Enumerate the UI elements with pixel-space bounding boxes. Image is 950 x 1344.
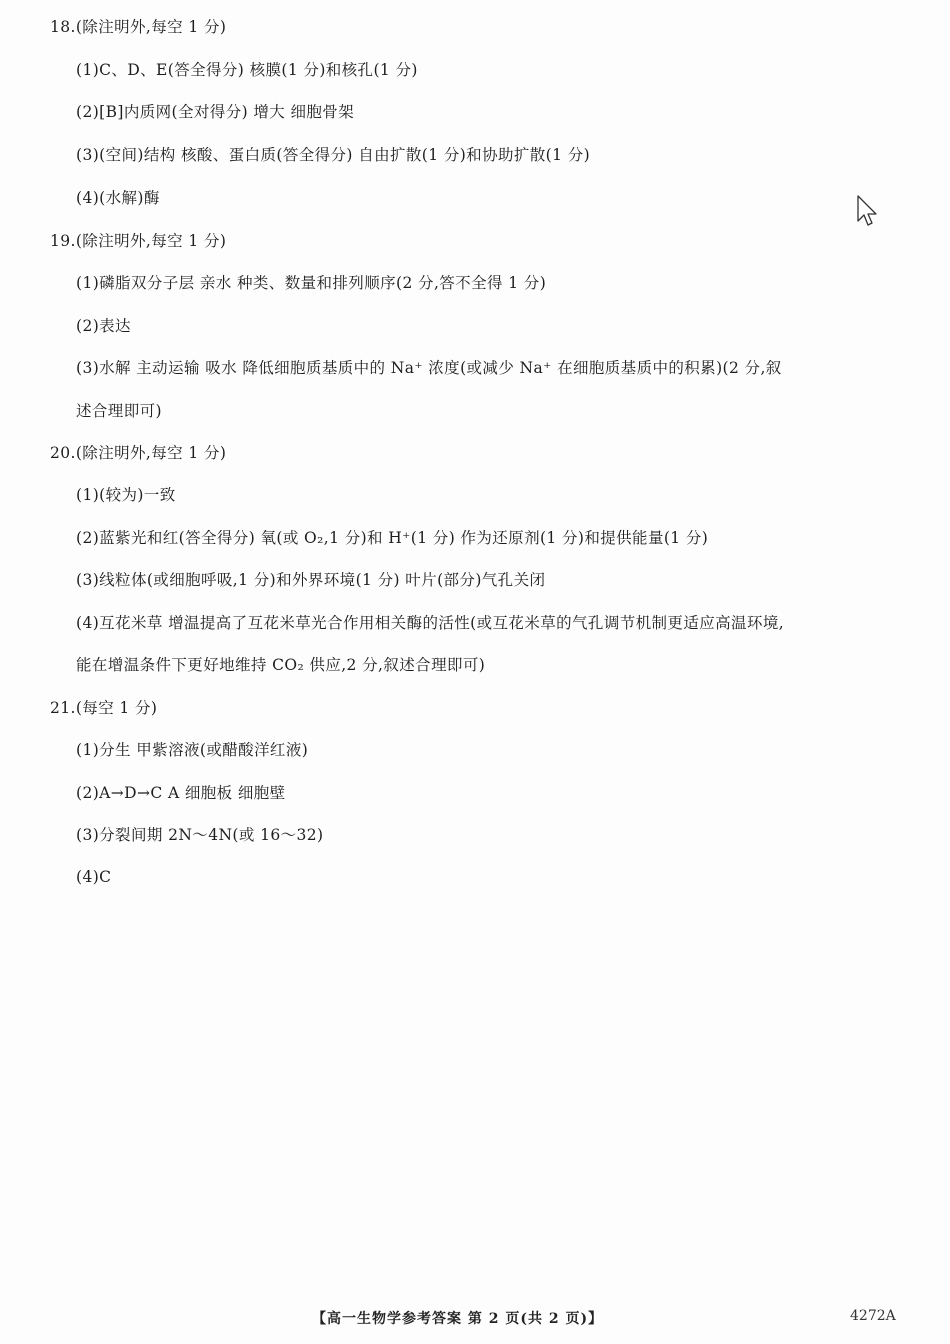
answer-20-4-continued: 能在增温条件下更好地维持 CO₂ 供应,2 分,叙述合理即可) — [76, 656, 486, 674]
answer-20-1: (1)(较为)一致 — [76, 486, 176, 504]
question-19-heading: 19.(除注明外,每空 1 分) — [50, 232, 227, 250]
answer-18-4: (4)(水解)酶 — [76, 189, 160, 207]
answer-20-2: (2)蓝紫光和红(答全得分) 氧(或 O₂,1 分)和 H⁺(1 分) 作为还原剂(1 分)和提供能量(1 分) — [76, 529, 709, 547]
document-code: 4272A — [850, 1308, 896, 1324]
mouse-pointer-icon — [856, 195, 878, 227]
answer-19-3-continued: 述合理即可) — [76, 402, 162, 420]
page-footer: 【高一生物学参考答案 第 2 页(共 2 页)】 — [312, 1311, 604, 1327]
question-21-heading: 21.(每空 1 分) — [50, 699, 158, 717]
answer-19-2: (2)表达 — [76, 317, 131, 335]
answer-21-1: (1)分生 甲紫溶液(或醋酸洋红液) — [76, 741, 309, 759]
question-20-heading: 20.(除注明外,每空 1 分) — [50, 444, 227, 462]
answer-21-2: (2)A→D→C A 细胞板 细胞壁 — [76, 784, 286, 802]
answer-18-1: (1)C、D、E(答全得分) 核膜(1 分)和核孔(1 分) — [76, 61, 418, 79]
answer-18-3: (3)(空间)结构 核酸、蛋白质(答全得分) 自由扩散(1 分)和协助扩散(1 分) — [76, 146, 591, 164]
answer-19-1: (1)磷脂双分子层 亲水 种类、数量和排列顺序(2 分,答不全得 1 分) — [76, 274, 547, 292]
answer-20-4: (4)互花米草 增温提高了互花米草光合作用相关酶的活性(或互花米草的气孔调节机制更适应高温环境, — [76, 614, 785, 632]
answer-21-4: (4)C — [76, 868, 112, 886]
answer-19-3: (3)水解 主动运输 吸水 降低细胞质基质中的 Na⁺ 浓度(或减少 Na⁺ 在细胞质基质中的积累)(2 分,叙 — [76, 359, 782, 377]
answer-21-3: (3)分裂间期 2N～4N(或 16～32) — [76, 826, 324, 844]
answer-18-2: (2)[B]内质网(全对得分) 增大 细胞骨架 — [76, 103, 355, 121]
answer-20-3: (3)线粒体(或细胞呼吸,1 分)和外界环境(1 分) 叶片(部分)气孔关闭 — [76, 571, 546, 589]
question-18-heading: 18.(除注明外,每空 1 分) — [50, 18, 227, 36]
